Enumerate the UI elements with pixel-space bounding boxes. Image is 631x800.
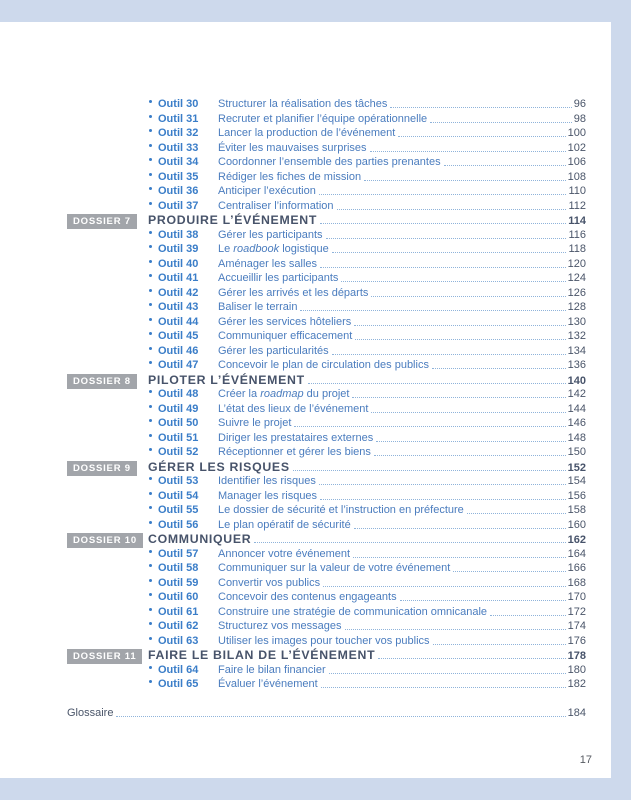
section-title: PILOTER L’ÉVÉNEMENT bbox=[148, 372, 305, 387]
dossier-badge: DOSSIER 7 bbox=[67, 214, 137, 229]
dotted-leader bbox=[370, 151, 566, 152]
toc-entry-title: Le dossier de sécurité et l’instruction en préfecture bbox=[218, 504, 464, 516]
toc-entry-title: Le roadbook logistique bbox=[218, 243, 329, 255]
book-page bbox=[0, 22, 611, 778]
toc-entry-title: Suivre le projet bbox=[218, 417, 292, 429]
toc-entry bbox=[67, 141, 586, 156]
dossier-badge-column bbox=[67, 460, 148, 476]
toc-entry bbox=[67, 503, 586, 518]
toc-entry-label: Outil 57 bbox=[158, 547, 199, 560]
toc-entry-label: Outil 50 bbox=[158, 417, 199, 429]
toc-entry-label: Outil 40 bbox=[158, 257, 199, 270]
toc-entry bbox=[67, 561, 586, 576]
toc-entry-page: 148 bbox=[567, 431, 586, 444]
toc-entry-label: Outil 46 bbox=[158, 344, 199, 357]
toc-entry-title: Lancer la production de l’événement bbox=[218, 127, 396, 139]
toc-entry-title: Aménager les salles bbox=[218, 257, 318, 270]
toc-entry-title: Identifier les risques bbox=[218, 475, 316, 487]
dossier-badge-column bbox=[67, 213, 148, 229]
toc-entry-page: 146 bbox=[567, 417, 586, 429]
dotted-leader bbox=[433, 644, 566, 645]
glossary-label: Glossaire bbox=[67, 707, 114, 719]
toc-entry bbox=[67, 199, 586, 214]
toc-entry bbox=[67, 242, 586, 257]
section-page-number: 114 bbox=[568, 215, 586, 227]
toc-entry-page: 180 bbox=[567, 663, 586, 676]
toc-entry-label: Outil 47 bbox=[158, 359, 199, 371]
toc-entry-page: 174 bbox=[567, 620, 586, 632]
toc-entry-title: Baliser le terrain bbox=[218, 301, 298, 313]
dotted-leader bbox=[371, 412, 565, 413]
toc-entry-title: L’état des lieux de l’événement bbox=[218, 402, 369, 415]
page-number: 17 bbox=[579, 754, 592, 766]
toc-entry bbox=[67, 402, 586, 417]
toc-entry-page: 100 bbox=[567, 127, 586, 139]
toc-entry bbox=[67, 489, 586, 504]
toc-entry bbox=[67, 329, 586, 344]
toc-entry-page: 102 bbox=[567, 141, 586, 154]
glossary-page-number: 184 bbox=[567, 707, 586, 719]
toc-entry-label: Outil 61 bbox=[158, 605, 199, 618]
toc-entry bbox=[67, 315, 586, 330]
toc-entry bbox=[67, 344, 586, 359]
dotted-leader bbox=[444, 165, 566, 166]
toc-entry-title: Accueillir les participants bbox=[218, 272, 339, 284]
toc-entry bbox=[67, 677, 586, 692]
toc-entry-page: 126 bbox=[567, 286, 586, 299]
toc-entry-label: Outil 51 bbox=[158, 431, 199, 444]
toc-entry-title: Concevoir des contenus engageants bbox=[218, 591, 397, 603]
toc-entry-label: Outil 49 bbox=[158, 402, 199, 415]
toc-entry-title: Évaluer l’événement bbox=[218, 678, 318, 690]
dotted-leader bbox=[354, 528, 566, 529]
dotted-leader bbox=[323, 586, 566, 587]
toc-entry bbox=[67, 547, 586, 562]
toc-entry-page: 150 bbox=[567, 446, 586, 458]
dossier-badge-column bbox=[67, 373, 148, 389]
toc-entry-title: Gérer les services hôteliers bbox=[218, 315, 352, 328]
toc-entry bbox=[67, 97, 586, 112]
toc-entry-label: Outil 48 bbox=[158, 388, 199, 400]
toc-entry-title: Anticiper l’exécution bbox=[218, 185, 316, 197]
toc-entry-label: Outil 31 bbox=[158, 112, 199, 125]
dotted-leader bbox=[332, 354, 566, 355]
section-title: FAIRE LE BILAN DE L’ÉVÉNEMENT bbox=[148, 648, 376, 662]
toc-entry-page: 154 bbox=[567, 475, 586, 487]
toc-entry-title: Réceptionner et gérer les biens bbox=[218, 446, 371, 458]
dossier-badge: DOSSIER 10 bbox=[67, 533, 143, 548]
dotted-leader bbox=[320, 499, 566, 500]
dotted-leader bbox=[390, 107, 571, 108]
dotted-leader bbox=[345, 629, 566, 630]
toc-entry-page: 106 bbox=[567, 156, 586, 168]
toc-entry bbox=[67, 619, 586, 634]
dotted-leader bbox=[332, 252, 567, 253]
toc-entry bbox=[67, 286, 586, 301]
section-page-number: 152 bbox=[567, 461, 586, 474]
toc-entry-title: Recruter et planifier l’équipe opérationnelle bbox=[218, 112, 428, 125]
toc-entry-page: 136 bbox=[567, 359, 586, 371]
dossier-badge-column bbox=[67, 532, 148, 548]
dotted-leader bbox=[326, 238, 567, 239]
dotted-leader bbox=[453, 571, 565, 572]
dotted-leader bbox=[337, 209, 567, 210]
dotted-leader bbox=[294, 426, 565, 427]
toc-entry-page: 156 bbox=[567, 489, 586, 502]
toc-entry-label: Outil 37 bbox=[158, 199, 199, 212]
dotted-leader bbox=[116, 716, 565, 717]
dotted-leader bbox=[319, 484, 566, 485]
dotted-leader bbox=[400, 600, 566, 601]
toc-section-header bbox=[67, 460, 586, 475]
toc-entry bbox=[67, 474, 586, 489]
toc-entry bbox=[67, 170, 586, 185]
dotted-leader bbox=[467, 513, 566, 514]
toc-section-header bbox=[67, 213, 586, 228]
toc-entry-page: 166 bbox=[567, 562, 586, 574]
section-title: PRODUIRE L’ÉVÉNEMENT bbox=[148, 213, 318, 227]
toc-entry-label: Outil 43 bbox=[158, 301, 199, 313]
dotted-leader bbox=[490, 615, 566, 616]
toc-entry-label: Outil 33 bbox=[158, 141, 199, 154]
toc-entry-page: 128 bbox=[567, 301, 586, 313]
toc-entry-page: 134 bbox=[567, 344, 586, 357]
dotted-leader bbox=[374, 455, 566, 456]
dotted-leader bbox=[341, 281, 565, 282]
toc-entry-page: 118 bbox=[568, 243, 586, 255]
toc-entry-title: Gérer les arrivés et les départs bbox=[218, 286, 369, 299]
toc-section-header bbox=[67, 373, 586, 388]
toc-entry-label: Outil 45 bbox=[158, 330, 199, 342]
toc-entry-label: Outil 39 bbox=[158, 243, 199, 255]
toc-entry-label: Outil 63 bbox=[158, 634, 199, 647]
toc-entry-page: 142 bbox=[567, 388, 586, 400]
toc-entry-label: Outil 65 bbox=[158, 678, 199, 690]
toc-entry-page: 168 bbox=[567, 576, 586, 589]
toc-entry-title: Construire une stratégie de communication omnicanale bbox=[218, 605, 488, 618]
toc-entry-title: Éviter les mauvaises surprises bbox=[218, 141, 367, 154]
toc-entry-label: Outil 56 bbox=[158, 518, 199, 531]
table-of-contents bbox=[67, 97, 586, 721]
dotted-leader bbox=[432, 368, 566, 369]
toc-entry-label: Outil 55 bbox=[158, 504, 199, 516]
toc-entry-label: Outil 44 bbox=[158, 315, 199, 328]
toc-entry-title: Centraliser l’information bbox=[218, 199, 334, 212]
dotted-leader bbox=[293, 470, 566, 471]
toc-entry bbox=[67, 416, 586, 431]
toc-entry-title: Communiquer sur la valeur de votre événement bbox=[218, 562, 451, 574]
toc-entry bbox=[67, 126, 586, 141]
toc-entry-title: Annoncer votre événement bbox=[218, 547, 351, 560]
section-page-number: 162 bbox=[567, 534, 586, 546]
toc-entry-page: 158 bbox=[567, 504, 586, 516]
dotted-leader bbox=[371, 296, 565, 297]
dotted-leader bbox=[254, 542, 565, 543]
toc-entry bbox=[67, 431, 586, 446]
toc-entry-title: Créer la roadmap du projet bbox=[218, 388, 350, 400]
dotted-leader bbox=[378, 658, 565, 659]
dotted-leader bbox=[329, 673, 566, 674]
toc-entry-page: 120 bbox=[567, 257, 586, 270]
toc-entry-title: Gérer les particularités bbox=[218, 344, 329, 357]
toc-entry-page: 172 bbox=[567, 605, 586, 618]
toc-entry-page: 144 bbox=[567, 402, 586, 415]
toc-entry-title: Concevoir le plan de circulation des publics bbox=[218, 359, 429, 371]
toc-entry bbox=[67, 358, 586, 373]
toc-entry-title: Convertir vos publics bbox=[218, 576, 321, 589]
dotted-leader bbox=[353, 557, 566, 558]
toc-footer-entry bbox=[67, 706, 586, 721]
toc-entry-page: 116 bbox=[568, 228, 586, 241]
toc-entry-title: Structurer la réalisation des tâches bbox=[218, 98, 388, 110]
toc-entry-page: 164 bbox=[567, 547, 586, 560]
toc-entry-label: Outil 38 bbox=[158, 228, 199, 241]
toc-entry-label: Outil 54 bbox=[158, 489, 199, 502]
toc-section-header bbox=[67, 532, 586, 547]
dossier-badge: DOSSIER 8 bbox=[67, 374, 137, 389]
toc-entry bbox=[67, 112, 586, 127]
toc-entry-label: Outil 58 bbox=[158, 562, 199, 574]
dotted-leader bbox=[430, 122, 572, 123]
toc-entry-label: Outil 52 bbox=[158, 446, 199, 458]
toc-entry-label: Outil 64 bbox=[158, 663, 199, 676]
dotted-leader bbox=[354, 325, 565, 326]
toc-entry-page: 124 bbox=[567, 272, 586, 284]
dossier-badge-column bbox=[67, 648, 148, 664]
toc-entry-title: Manager les risques bbox=[218, 489, 318, 502]
toc-entry bbox=[67, 300, 586, 315]
toc-section-header bbox=[67, 648, 586, 663]
dotted-leader bbox=[308, 383, 566, 384]
toc-entry-title: Diriger les prestataires externes bbox=[218, 431, 374, 444]
toc-entry-label: Outil 59 bbox=[158, 576, 199, 589]
section-page-number: 140 bbox=[567, 374, 586, 387]
toc-entry-page: 108 bbox=[567, 170, 586, 183]
dotted-leader bbox=[398, 136, 565, 137]
toc-entry bbox=[67, 518, 586, 533]
toc-entry-page: 160 bbox=[567, 518, 586, 531]
dossier-badge: DOSSIER 11 bbox=[67, 649, 142, 664]
toc-entry bbox=[67, 634, 586, 649]
toc-entry bbox=[67, 445, 586, 460]
dossier-badge: DOSSIER 9 bbox=[67, 461, 137, 476]
toc-entry bbox=[67, 155, 586, 170]
dotted-leader bbox=[319, 194, 567, 195]
toc-entry-label: Outil 53 bbox=[158, 475, 199, 487]
section-page-number: 178 bbox=[567, 650, 586, 662]
dotted-leader bbox=[355, 339, 565, 340]
toc-entry-page: 170 bbox=[567, 591, 586, 603]
toc-entry bbox=[67, 387, 586, 402]
toc-entry-label: Outil 32 bbox=[158, 127, 199, 139]
toc-entry-label: Outil 35 bbox=[158, 170, 199, 183]
dotted-leader bbox=[320, 267, 566, 268]
toc-entry-page: 96 bbox=[573, 98, 586, 110]
dotted-leader bbox=[300, 310, 565, 311]
toc-entry-page: 176 bbox=[567, 634, 586, 647]
toc-entry-title: Structurez vos messages bbox=[218, 620, 342, 632]
toc-entry bbox=[67, 257, 586, 272]
dotted-leader bbox=[320, 223, 566, 224]
toc-entry-title: Coordonner l’ensemble des parties prenantes bbox=[218, 156, 441, 168]
toc-entry-label: Outil 62 bbox=[158, 620, 199, 632]
toc-entry-title: Rédiger les fiches de mission bbox=[218, 170, 362, 183]
dotted-leader bbox=[376, 441, 565, 442]
toc-entry bbox=[67, 228, 586, 243]
toc-entry-label: Outil 36 bbox=[158, 185, 199, 197]
toc-entry-page: 130 bbox=[567, 315, 586, 328]
toc-entry-page: 112 bbox=[568, 199, 586, 212]
dotted-leader bbox=[364, 180, 566, 181]
toc-entry bbox=[67, 576, 586, 591]
toc-entry-title: Gérer les participants bbox=[218, 228, 323, 241]
toc-entry-title: Le plan opératif de sécurité bbox=[218, 518, 351, 531]
toc-entry-label: Outil 42 bbox=[158, 286, 199, 299]
toc-entry-label: Outil 34 bbox=[158, 156, 199, 168]
dotted-leader bbox=[352, 397, 565, 398]
toc-entry bbox=[67, 590, 586, 605]
toc-entry-title: Utiliser les images pour toucher vos publics bbox=[218, 634, 430, 647]
toc-entry-title: Faire le bilan financier bbox=[218, 663, 326, 676]
toc-entry bbox=[67, 605, 586, 620]
toc-entry-page: 182 bbox=[567, 678, 586, 690]
dotted-leader bbox=[321, 687, 566, 688]
toc-entry-label: Outil 30 bbox=[158, 98, 199, 110]
toc-entry bbox=[67, 663, 586, 678]
section-title: GÉRER LES RISQUES bbox=[148, 459, 290, 474]
toc-entry-page: 110 bbox=[568, 185, 586, 197]
toc-entry bbox=[67, 271, 586, 286]
toc-entry-label: Outil 60 bbox=[158, 591, 199, 603]
toc-entry-page: 132 bbox=[567, 330, 586, 342]
toc-entry-label: Outil 41 bbox=[158, 272, 199, 284]
section-title: COMMUNIQUER bbox=[148, 532, 252, 546]
toc-entry-page: 98 bbox=[573, 112, 586, 125]
toc-entry-title: Communiquer efficacement bbox=[218, 330, 353, 342]
toc-entry bbox=[67, 184, 586, 199]
